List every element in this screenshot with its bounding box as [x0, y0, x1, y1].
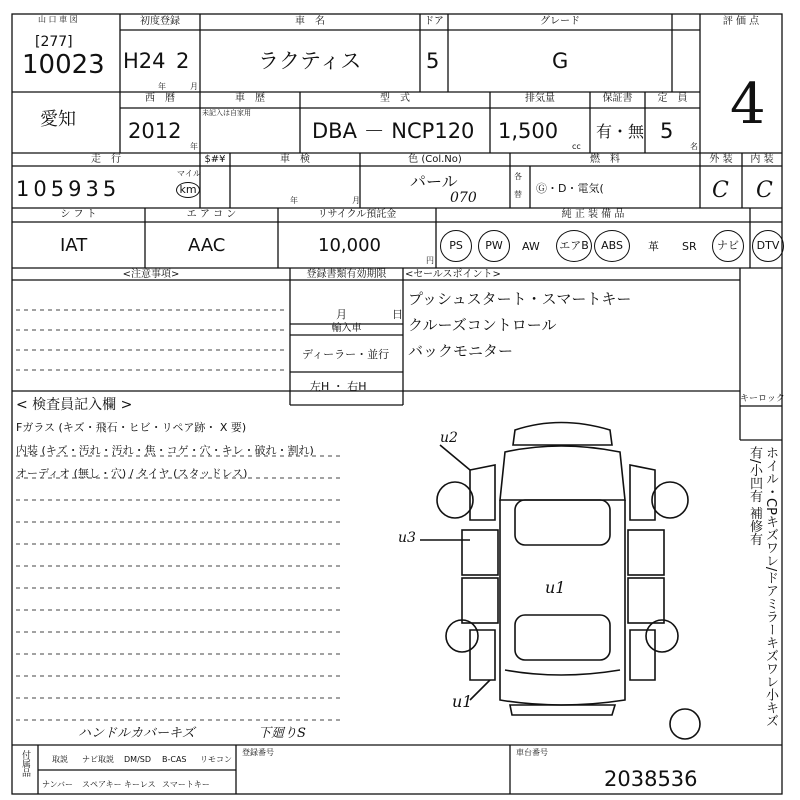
mileage-digit: 3	[85, 177, 103, 201]
capacity-label: 定 員	[657, 93, 688, 104]
acc-bcas: B-CAS	[162, 755, 187, 764]
docs-month: 月	[336, 308, 347, 321]
insp-year-unit: 年	[290, 196, 298, 205]
acc-navi-manual: ナビ取説	[82, 755, 114, 764]
color-number: 070	[450, 190, 477, 206]
equipment-label: 純 正 装 備 品	[561, 209, 625, 220]
region: 愛知	[40, 109, 76, 130]
exterior-grade: C	[712, 178, 729, 203]
mileage-digit: 5	[50, 177, 69, 201]
mile-unit: マイル	[177, 169, 201, 178]
capacity-unit: 名	[690, 142, 698, 151]
score: 4	[730, 72, 766, 137]
interior-grade: C	[756, 178, 773, 203]
first-reg-label: 初度登録	[140, 16, 180, 27]
reg-number-label: 登録番号	[242, 748, 274, 757]
dealer-option: ディーラー・並行	[302, 348, 390, 361]
fuel-label: 燃 料	[590, 154, 620, 165]
equipment-pw: PW	[478, 230, 510, 262]
year: 2012	[128, 119, 182, 143]
car-name: ラクティス	[258, 49, 362, 73]
doors: 5	[426, 49, 440, 73]
side-note: ホイル・CPキズワレ/ドアミラーキズワレ小キズ有/小凹有 補修有	[747, 446, 778, 728]
km-unit: km	[176, 182, 200, 198]
handwritten-note-2: 下廻りS	[258, 726, 306, 741]
inspector-line-3: オーディオ (無し・穴) / タイヤ (スタッドレス)	[16, 467, 248, 480]
model-label: 型 式	[380, 93, 410, 104]
displacement-label: 排気量	[525, 93, 555, 104]
sales-point-2: クルーズコントロール	[408, 316, 557, 334]
history-note: 未記入は自家用	[202, 109, 251, 117]
equipment-sr: SR	[682, 240, 697, 253]
warranty-value: 有・無	[596, 122, 645, 141]
grade: G	[552, 49, 569, 73]
yen-unit: 円	[426, 256, 434, 265]
acc-spare-key: スペアキー	[82, 780, 122, 789]
color: パール	[410, 172, 458, 191]
inspector-line-2: 内装 (キズ・汚れ・汚れ・焦・コゲ・穴・キレ・破れ・割れ)	[16, 444, 314, 457]
cc-unit: cc	[572, 142, 581, 151]
western-label: 西 暦	[145, 93, 175, 104]
acc-keyless: キーレス	[124, 780, 156, 789]
fuel-side-2: 替	[514, 190, 522, 199]
reg-era: H24	[123, 49, 166, 73]
recycle-fee: 10,000	[318, 235, 381, 256]
docs-day: 日	[392, 308, 403, 321]
equipment-leather: 革	[648, 240, 659, 253]
warranty-label: 保証書	[602, 93, 633, 104]
capacity: 5	[660, 119, 674, 143]
lot-label: [277]	[35, 34, 73, 50]
acc-plate: ナンバー	[42, 780, 74, 789]
displacement: 1,500	[498, 119, 559, 143]
damage-u3: u3	[398, 530, 416, 546]
mileage	[16, 176, 120, 202]
meter-label: $#¥	[204, 154, 226, 165]
sales-point-1: プッシュスタート・スマートキー	[408, 290, 632, 308]
year-unit: 年	[158, 82, 166, 91]
exterior-label: 外 装	[709, 154, 733, 165]
acc-manual: 取説	[52, 755, 68, 764]
acc-dm-sd: DM/SD	[124, 755, 151, 764]
docs-deadline-label: 登録書類有効期限	[306, 269, 387, 280]
import-label: 輸入車	[331, 323, 362, 334]
mileage-digit: 9	[68, 177, 86, 201]
equipment-abs: ABS	[594, 230, 630, 262]
mileage-digit: 5	[102, 177, 121, 201]
steering-option: 左H ・ 右H	[310, 380, 367, 393]
mileage-digit: 1	[16, 177, 34, 201]
acc-smart-key: スマートキー	[162, 780, 210, 789]
fuel-options: Ⓖ・D・電気(	[536, 182, 604, 195]
aircon: AAC	[188, 235, 226, 256]
equipment-airbag: エアB	[556, 230, 592, 262]
interior-label: 内 装	[750, 154, 774, 165]
sales-point-3: バックモニター	[408, 342, 514, 360]
sales-points-label: <セールスポイント>	[405, 269, 501, 280]
equipment-aw: AW	[522, 240, 540, 253]
damage-u1-body: u1	[545, 578, 566, 597]
history-label: 車 歴	[235, 93, 265, 104]
grade-label: グレード	[540, 16, 580, 27]
equipment-navi: ナビ	[712, 230, 744, 262]
recycle-label: リサイクル預託金	[317, 209, 397, 220]
damage-u1-rear: u1	[452, 692, 473, 711]
lot-number: 10023	[22, 50, 105, 80]
handwritten-note-1: ハンドルカバーキズ	[78, 726, 195, 741]
mileage-label: 走 行	[91, 154, 121, 165]
notes-label: <注意事項>	[122, 269, 180, 280]
door-label: ドア	[424, 16, 444, 27]
month-unit: 月	[190, 82, 198, 91]
model-code: DBA － NCP120	[312, 119, 475, 143]
fuel-side-1: 各	[514, 172, 522, 181]
color-label: 色 (Col.No)	[408, 154, 462, 165]
eval-label: 評 価 点	[722, 16, 760, 27]
equipment-ps: PS	[440, 230, 472, 262]
key-lock-label: キーロック	[740, 394, 785, 404]
inspection-label: 車 検	[280, 154, 310, 165]
damage-u2: u2	[440, 430, 458, 446]
equipment-dtv: DTV	[752, 230, 784, 262]
chassis-number-label: 車台番号	[516, 748, 548, 757]
car-name-label: 車 名	[295, 16, 325, 27]
transmission: IAT	[60, 235, 88, 256]
mileage-digit: 0	[33, 177, 51, 201]
acc-remote: リモコン	[200, 755, 232, 764]
inspector-line-1: Fガラス (キズ・飛石・ヒビ・リペア跡・ X 要)	[16, 421, 247, 434]
shift-label: シ フ ト	[60, 209, 97, 220]
inspector-heading: < 検査員記入欄 >	[16, 397, 133, 413]
year-unit2: 年	[190, 142, 198, 151]
chassis-number: 2038536	[604, 767, 698, 791]
form-code: 山 口 車 図	[38, 15, 78, 24]
reg-month: 2	[176, 49, 190, 73]
accessories-label: 付属品	[20, 750, 30, 777]
aircon-label: エ ア コ ン	[186, 209, 237, 220]
insp-month-unit: 月	[352, 196, 360, 205]
